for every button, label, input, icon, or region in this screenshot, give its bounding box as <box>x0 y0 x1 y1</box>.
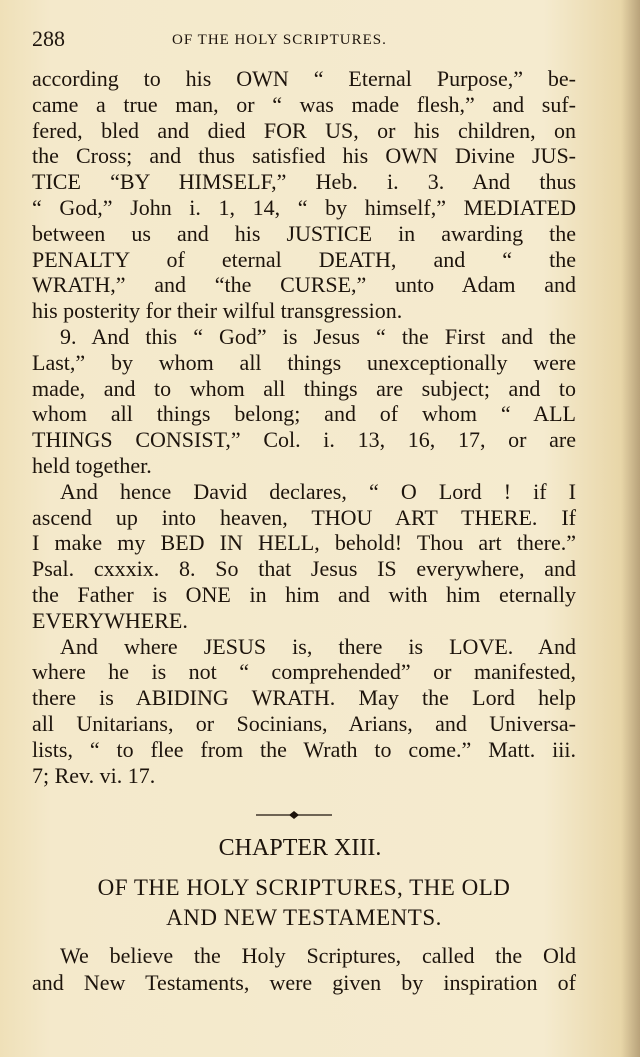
text-line: lists, “ to flee from the Wrath to come.” Matt. iii. <box>32 736 576 762</box>
paragraph-continuation <box>32 66 576 324</box>
chapter-title-line: OF THE HOLY SCRIPTURES, THE OLD <box>97 875 511 900</box>
text-line: and New Testaments, were given by inspiration of <box>32 970 576 995</box>
text-line: ascend up into heaven, THOU ART THERE. If <box>32 504 576 530</box>
text-line: held together. <box>32 452 152 478</box>
text-line: his posterity for their wilful transgression. <box>32 298 403 324</box>
text-line: 7; Rev. vi. 17. <box>32 762 156 788</box>
text-line: THINGS CONSIST,” Col. i. 13, 16, 17, or are <box>32 427 576 453</box>
text-line: whom all things belong; and of whom “ ALL <box>32 401 576 427</box>
text-line: the Father is ONE in him and with him eternally <box>32 581 576 607</box>
body-text <box>32 66 576 788</box>
page-number: 288 <box>32 26 65 51</box>
paragraph-david <box>32 479 576 634</box>
paragraph-9 <box>32 324 576 479</box>
running-head: OF THE HOLY SCRIPTURES. <box>172 32 387 48</box>
chapter-title <box>32 873 576 933</box>
text-line: came a true man, or “ was made flesh,” and suf- <box>32 91 576 117</box>
chapter-number: CHAPTER XIII. <box>218 835 382 861</box>
text-line: 9. And this “ God” is Jesus “ the First and the <box>60 323 576 349</box>
chapter-body-text <box>32 942 576 996</box>
section-divider-ornament <box>254 810 334 820</box>
text-line: EVERYWHERE. <box>32 607 188 633</box>
text-line: Psal. cxxxix. 8. So that Jesus IS everywhere, and <box>32 556 576 582</box>
text-line: And hence David declares, “ O Lord ! if I <box>60 478 576 504</box>
text-line: all Unitarians, or Socinians, Arians, and Universa- <box>32 710 576 736</box>
text-line: Last,” by whom all things unexceptionally were <box>32 349 576 375</box>
chapter-title-line: AND NEW TESTAMENTS. <box>166 905 442 930</box>
text-line: We believe the Holy Scriptures, called the Old <box>60 943 576 968</box>
page-header <box>32 26 600 56</box>
paragraph-love <box>32 634 576 789</box>
text-line: between us and his JUSTICE in awarding the <box>32 220 576 246</box>
text-line: fered, bled and died FOR US, or his children, on <box>32 117 576 143</box>
text-line: where he is not “ comprehended” or manifested, <box>32 659 576 685</box>
text-line: I make my BED IN HELL, behold! Thou art there.” <box>32 530 576 556</box>
text-line: “ God,” John i. 1, 14, “ by himself,” MEDIATED <box>32 194 576 220</box>
text-line: made, and to whom all things are subject; and to <box>32 375 576 401</box>
text-line: WRATH,” and “the CURSE,” unto Adam and <box>32 272 576 298</box>
text-line: And where JESUS is, there is LOVE. And <box>60 633 576 659</box>
text-line: the Cross; and thus satisfied his OWN Divine JUS- <box>32 143 576 169</box>
text-line: TICE “BY HIMSELF,” Heb. i. 3. And thus <box>32 169 576 195</box>
text-line: PENALTY of eternal DEATH, and “ the <box>32 246 576 272</box>
text-line: there is ABIDING WRATH. May the Lord help <box>32 685 576 711</box>
text-line: according to his OWN “ Eternal Purpose,” be- <box>32 66 576 91</box>
